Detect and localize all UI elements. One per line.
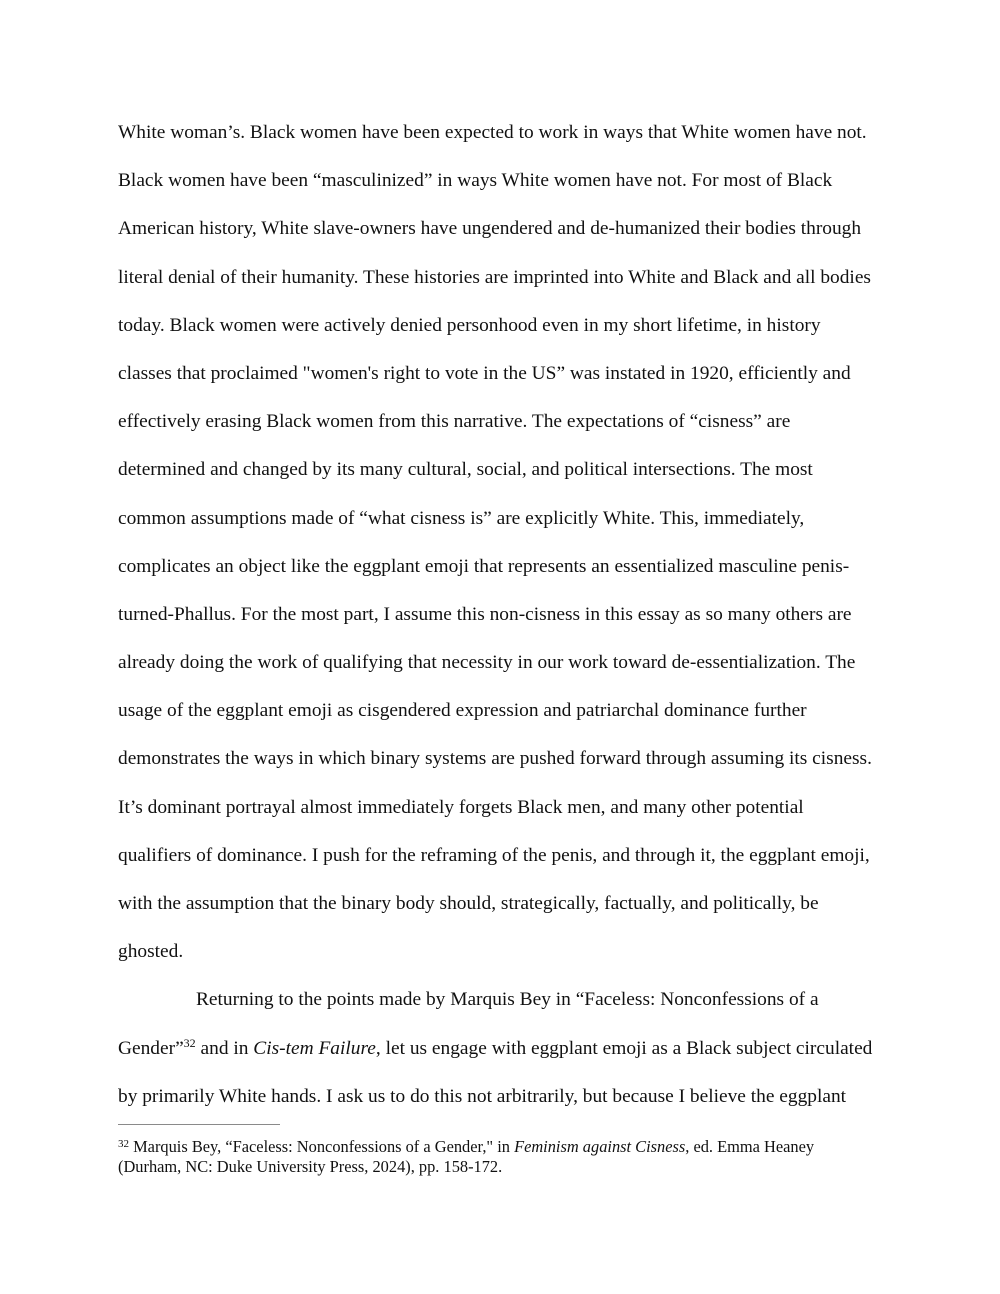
text-line: White woman’s. Black women have been expected to work in ways that White women have not.: [118, 122, 867, 143]
text-line: complicates an object like the eggplant emoji that represents an essentialized masculine penis-: [118, 555, 850, 577]
text-line: determined and changed by its many cultural, social, and political intersections. The most: [118, 459, 813, 481]
footnote-separator: [118, 1124, 280, 1125]
paragraph-2-line-3: by primarily White hands. I ask us to do this not arbitrarily, but because I believe the eggplant: [118, 1085, 847, 1107]
body-text: [118, 109, 888, 1121]
footnote-reference[interactable]: 32: [183, 1035, 196, 1050]
paragraph-2-line-1: Returning to the points made by Marquis Bey in “Faceless: Nonconfessions of a: [196, 989, 819, 1011]
footnote-text: , ed. Emma Heaney: [685, 1137, 815, 1156]
text-run: , let us engage with eggplant emoji as a Black subject circulated: [375, 1037, 873, 1059]
text-line: American history, White slave-owners have ungendered and de-humanized their bodies through: [118, 218, 862, 240]
text-line: already doing the work of qualifying that necessity in our work toward de-essentialization. The: [118, 652, 856, 674]
text-run: and in: [195, 1037, 254, 1059]
text-line: today. Black women were actively denied personhood even in my short lifetime, in history: [118, 314, 821, 336]
text-line: demonstrates the ways in which binary systems are pushed forward through assuming its cisness.: [118, 748, 872, 770]
text-line: usage of the eggplant emoji as cisgendered expression and patriarchal dominance further: [118, 700, 807, 722]
text-line: qualifiers of dominance. I push for the reframing of the penis, and through it, the eggplant emoji,: [118, 844, 870, 866]
text-line: effectively erasing Black women from this narrative. The expectations of “cisness” are: [118, 411, 791, 433]
paragraph-2-line-2: [118, 1025, 888, 1073]
footnote-italic-title: Feminism against Cisness: [514, 1137, 686, 1156]
footnote-text: Marquis Bey, “Faceless: Nonconfessions of a Gender," in: [129, 1137, 515, 1156]
footnote-line-2: (Durham, NC: Duke University Press, 2024), pp. 158-172.: [118, 1156, 503, 1176]
text-line: common assumptions made of “what cisness is” are explicitly White. This, immediately,: [118, 507, 805, 529]
text-line: with the assumption that the binary body should, strategically, factually, and politically, be: [118, 893, 819, 914]
footnote: [118, 1137, 893, 1176]
text-line: literal denial of their humanity. These histories are imprinted into White and Black and all bodies: [118, 266, 871, 288]
text-line: Black women have been “masculinized” in ways White women have not. For most of Black: [118, 170, 833, 192]
italic-title: Cis-tem Failure: [253, 1037, 376, 1059]
footnote-number: 32: [118, 1138, 129, 1150]
text-line: turned-Phallus. For the most part, I assume this non-cisness in this essay as so many others are: [118, 603, 852, 625]
text-line: It’s dominant portrayal almost immediately forgets Black men, and many other potential: [118, 796, 804, 818]
text-line: ghosted.: [118, 941, 184, 963]
text-run: Gender”: [118, 1037, 184, 1059]
text-line: classes that proclaimed "women's right to vote in the US” was instated in 1920, efficiently and: [118, 362, 851, 384]
footnote-line-1: [118, 1137, 893, 1157]
